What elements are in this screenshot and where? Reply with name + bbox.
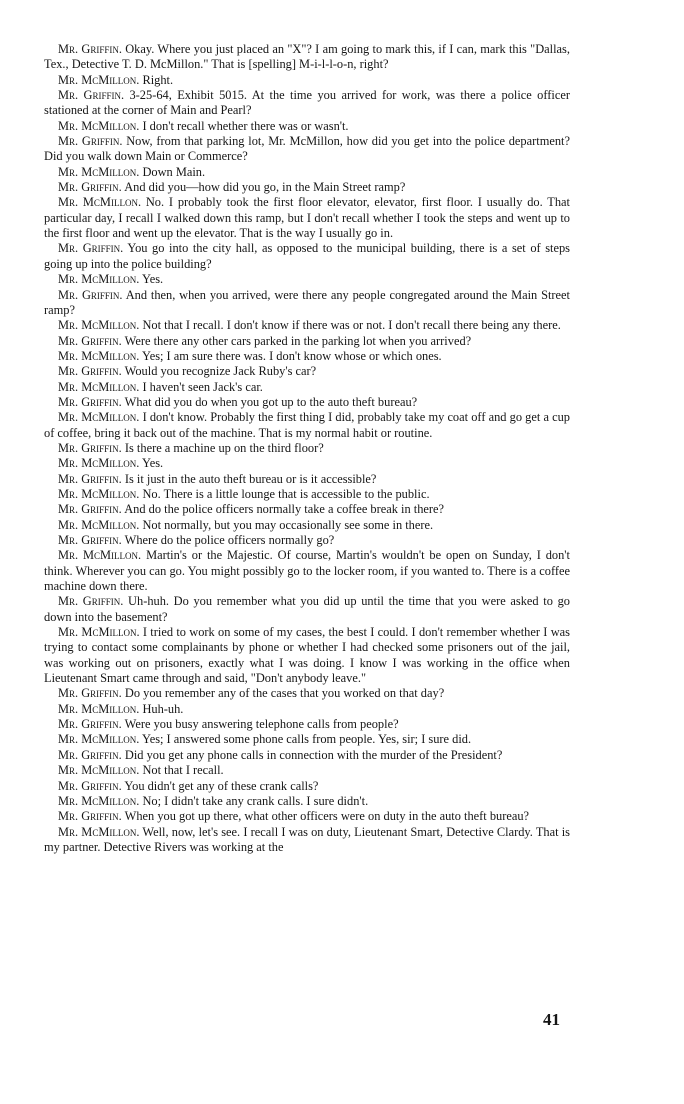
testimony-paragraph bbox=[44, 272, 570, 287]
testimony-text: Were there any other cars parked in the parking lot when you arrived? bbox=[124, 333, 472, 348]
speaker-label: Mr. McMillon. bbox=[58, 164, 140, 179]
testimony-paragraph bbox=[44, 73, 570, 88]
speaker-label: Mr. McMillon. bbox=[58, 793, 140, 808]
testimony-text: Yes; I am sure there was. I don't know whose or which ones. bbox=[141, 348, 442, 363]
testimony-paragraph bbox=[44, 779, 570, 794]
testimony-text: No. I probably took the first floor elevator, elevator, first floor. I usually do. That particular day, I recall I walked down this ramp, but I don't recall whether I took the steps and went up to the first floor and went up the elevator. That is the way I usually go in. bbox=[44, 195, 571, 241]
testimony-text: Do you remember any of the cases that you worked on that day? bbox=[124, 686, 445, 701]
speaker-label: Mr. Griffin. bbox=[58, 747, 122, 762]
testimony-paragraph bbox=[44, 318, 570, 333]
testimony-paragraph bbox=[44, 364, 570, 379]
speaker-label: Mr. Griffin. bbox=[58, 134, 123, 149]
page-number: 41 bbox=[543, 1010, 560, 1029]
testimony-text: Uh-huh. Do you remember what you did up until the time that you were asked to go down into the basement? bbox=[44, 594, 570, 624]
testimony-paragraph bbox=[44, 533, 570, 548]
testimony-text: Did you get any phone calls in connection with the murder of the President? bbox=[124, 747, 503, 762]
speaker-label: Mr. Griffin. bbox=[58, 594, 124, 609]
testimony-paragraph bbox=[44, 686, 570, 701]
testimony-page bbox=[44, 42, 570, 855]
testimony-paragraph bbox=[44, 380, 570, 395]
testimony-text: 3-25-64, Exhibit 5015. At the time you arrived for work, was there a police officer stationed at the corner of Main and Pearl? bbox=[44, 88, 570, 118]
speaker-label: Mr. Griffin. bbox=[58, 809, 122, 824]
testimony-paragraph bbox=[44, 518, 570, 533]
testimony-paragraph bbox=[44, 717, 570, 732]
testimony-paragraph bbox=[44, 241, 570, 272]
testimony-text: Not normally, but you may occasionally see some in there. bbox=[142, 517, 434, 532]
speaker-label: Mr. McMillon. bbox=[58, 348, 140, 363]
testimony-text: Where do the police officers normally go? bbox=[124, 533, 335, 547]
testimony-paragraph bbox=[44, 809, 570, 824]
testimony-text: Martin's or the Majestic. Of course, Martin's wouldn't be open on Sunday, I don't think. Wherever you can go. You might possibly go to the locker room, if you wanted to. There is a coffee machine down there. bbox=[44, 548, 570, 594]
speaker-label: Mr. Griffin. bbox=[58, 502, 122, 517]
speaker-label: Mr. Griffin. bbox=[58, 364, 122, 379]
testimony-text: No; I didn't take any crank calls. I sure didn't. bbox=[142, 793, 369, 808]
testimony-paragraph bbox=[44, 180, 570, 195]
testimony-text: Yes. bbox=[141, 272, 164, 287]
testimony-paragraph bbox=[44, 763, 570, 778]
testimony-paragraph bbox=[44, 594, 570, 625]
testimony-text: Not that I recall. I don't know if there was or not. I don't recall there being any there. bbox=[142, 318, 561, 333]
speaker-label: Mr. McMillon. bbox=[58, 763, 140, 778]
testimony-text: And do the police officers normally take a coffee break in there? bbox=[124, 502, 445, 517]
speaker-label: Mr. McMillon. bbox=[58, 824, 140, 839]
testimony-text: Is there a machine up on the third floor? bbox=[124, 440, 324, 455]
testimony-paragraph bbox=[44, 472, 570, 487]
testimony-paragraph bbox=[44, 195, 570, 241]
testimony-text: Yes. bbox=[141, 456, 164, 471]
speaker-label: Mr. Griffin. bbox=[58, 471, 122, 486]
testimony-text: Well, now, let's see. I recall I was on duty, Lieutenant Smart, Detective Clardy. That is my partner. Detective Rivers was working at the bbox=[44, 824, 571, 854]
testimony-text: What did you do when you got up to the auto theft bureau? bbox=[124, 394, 418, 409]
speaker-label: Mr. McMillon. bbox=[58, 625, 140, 640]
testimony-text: You didn't get any of these crank calls? bbox=[124, 778, 319, 793]
speaker-label: Mr. Griffin. bbox=[58, 717, 122, 732]
speaker-label: Mr. McMillon. bbox=[58, 701, 140, 716]
testimony-paragraph bbox=[44, 349, 570, 364]
speaker-label: Mr. McMillon. bbox=[58, 379, 140, 394]
testimony-text: Huh-uh. bbox=[142, 701, 184, 716]
testimony-text: And did you—how did you go, in the Main Street ramp? bbox=[124, 180, 406, 195]
testimony-text: Is it just in the auto theft bureau or is it accessible? bbox=[124, 471, 377, 486]
speaker-label: Mr. McMillon. bbox=[58, 517, 140, 532]
testimony-paragraph bbox=[44, 487, 570, 502]
speaker-label: Mr. McMillon. bbox=[58, 732, 140, 747]
testimony-text: You go into the city hall, as opposed to the municipal building, there is a set of steps going up into the police building? bbox=[44, 241, 571, 271]
testimony-paragraph bbox=[44, 410, 570, 441]
speaker-label: Mr. Griffin. bbox=[58, 440, 122, 455]
testimony-text: Would you recognize Jack Ruby's car? bbox=[124, 364, 317, 379]
testimony-paragraph bbox=[44, 395, 570, 410]
testimony-paragraph bbox=[44, 825, 570, 856]
speaker-label: Mr. Griffin. bbox=[58, 778, 122, 793]
speaker-label: Mr. Griffin. bbox=[58, 180, 122, 195]
testimony-paragraph bbox=[44, 119, 570, 134]
testimony-text: Now, from that parking lot, Mr. McMillon, how did you get into the police department? Did you walk down Main or Commerce? bbox=[44, 134, 570, 164]
testimony-text: When you got up there, what other officers were on duty in the auto theft bureau? bbox=[124, 809, 530, 824]
testimony-text: Down Main. bbox=[142, 164, 206, 179]
speaker-label: Mr. McMillon. bbox=[58, 548, 142, 563]
speaker-label: Mr. Griffin. bbox=[58, 88, 125, 103]
speaker-label: Mr. Griffin. bbox=[58, 287, 123, 302]
speaker-label: Mr. Griffin. bbox=[58, 241, 124, 256]
testimony-paragraph bbox=[44, 502, 570, 517]
speaker-label: Mr. Griffin. bbox=[58, 686, 122, 701]
testimony-paragraph bbox=[44, 334, 570, 349]
speaker-label: Mr. Griffin. bbox=[58, 394, 122, 409]
testimony-paragraph bbox=[44, 88, 570, 119]
testimony-text: Yes; I answered some phone calls from people. Yes, sir; I sure did. bbox=[141, 732, 472, 747]
testimony-paragraph bbox=[44, 456, 570, 471]
testimony-text: Right. bbox=[142, 72, 174, 87]
speaker-label: Mr. Griffin. bbox=[58, 533, 122, 547]
testimony-paragraph bbox=[44, 748, 570, 763]
testimony-paragraph bbox=[44, 548, 570, 594]
testimony-paragraph bbox=[44, 165, 570, 180]
speaker-label: Mr. McMillon. bbox=[58, 72, 140, 87]
testimony-text: I don't know. Probably the first thing I did, probably take my coat off and go get a cup of coffee, bring it back out of the machine. That is my normal habit or routine. bbox=[44, 410, 570, 440]
speaker-label: Mr. McMillon. bbox=[58, 456, 140, 471]
testimony-paragraph bbox=[44, 42, 570, 73]
speaker-label: Mr. Griffin. bbox=[58, 333, 122, 348]
testimony-text: I tried to work on some of my cases, the best I could. I don't remember whether I was trying to contact some complainants by phone or whether I had checked some prisoners out of the jail, was working out on prisoners, exactly what I was doing. I know I was working in the office when Lieutenant Smart came through and said, "Don't anybody leave." bbox=[44, 625, 570, 686]
testimony-paragraph bbox=[44, 288, 570, 319]
testimony-paragraph bbox=[44, 625, 570, 686]
testimony-text: Not that I recall. bbox=[142, 763, 224, 778]
testimony-text: Okay. Where you just placed an "X"? I am going to mark this, if I can, mark this "Dallas, Tex., Detective T. D. McMillon." That is [spelling] M-i-l-l-o-n, right? bbox=[44, 42, 570, 72]
speaker-label: Mr. McMillon. bbox=[58, 195, 142, 210]
testimony-text: I haven't seen Jack's car. bbox=[142, 379, 263, 394]
testimony-paragraph bbox=[44, 732, 570, 747]
testimony-text: I don't recall whether there was or wasn't. bbox=[142, 118, 349, 133]
testimony-paragraph bbox=[44, 702, 570, 717]
testimony-text: And then, when you arrived, were there any people congregated around the Main Street ramp? bbox=[44, 287, 570, 317]
testimony-paragraph bbox=[44, 794, 570, 809]
speaker-label: Mr. Griffin. bbox=[58, 42, 122, 56]
testimony-text: No. There is a little lounge that is accessible to the public. bbox=[142, 486, 430, 501]
speaker-label: Mr. McMillon. bbox=[58, 318, 140, 333]
testimony-paragraph bbox=[44, 441, 570, 456]
testimony-text: Were you busy answering telephone calls from people? bbox=[124, 717, 399, 732]
testimony-paragraph bbox=[44, 134, 570, 165]
speaker-label: Mr. McMillon. bbox=[58, 272, 140, 287]
speaker-label: Mr. McMillon. bbox=[58, 486, 140, 501]
speaker-label: Mr. McMillon. bbox=[58, 410, 140, 425]
speaker-label: Mr. McMillon. bbox=[58, 118, 140, 133]
